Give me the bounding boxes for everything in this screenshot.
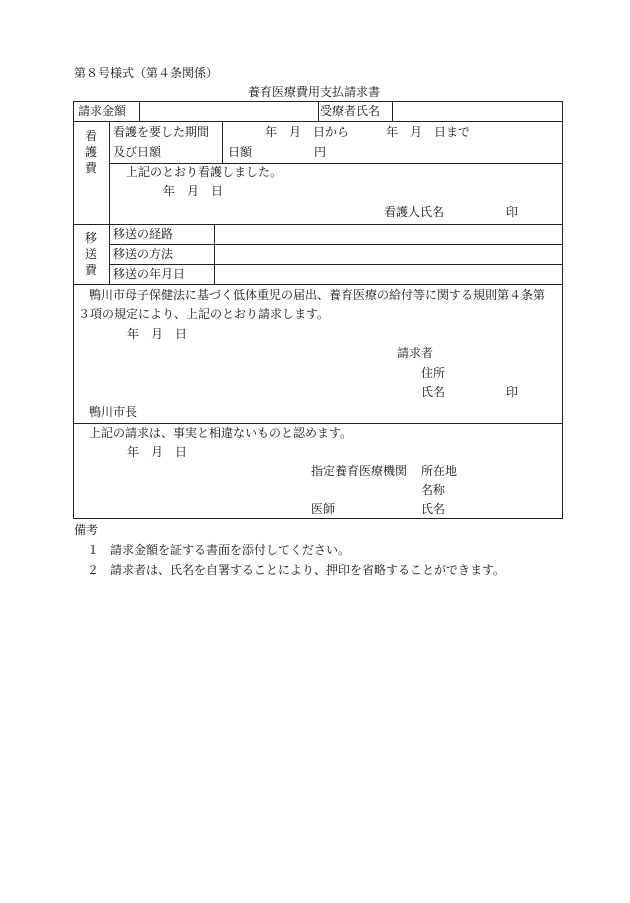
transfer-route-label: 移送の経路 — [113, 227, 174, 241]
transfer-method-label: 移送の方法 — [113, 247, 174, 261]
nursing-daily-label: 及び日額 — [113, 145, 162, 159]
nurse-name-label: 看護人氏名 — [384, 205, 445, 219]
note-1-number: １ — [87, 543, 100, 557]
request-date: 年 月 日 — [127, 327, 188, 341]
requester-label: 請求者 — [397, 346, 434, 360]
nursing-period-to: 年 月 日まで — [386, 125, 471, 139]
nursing-date: 年 月 日 — [163, 184, 224, 198]
doctor-label: 医師 — [311, 502, 336, 516]
nursing-period-from: 年 月 日から — [265, 125, 350, 139]
patient-name-label: 受療者氏名 — [320, 104, 381, 118]
note-2-text: 請求者は、氏名を自署することにより、押印を省略することができます。 — [110, 563, 506, 577]
certification-date: 年 月 日 — [127, 445, 188, 459]
nursing-yen: 円 — [314, 145, 327, 159]
requester-seal: 印 — [506, 385, 519, 399]
nursing-statement: 上記のとおり看護しました。 — [126, 165, 283, 179]
request-text-line1: 鴨川市母子保健法に基づく低体重児の届出、養育医療の給付等に関する規則第４条第 — [89, 288, 546, 302]
note-2-number: ２ — [87, 563, 100, 577]
institution-name-label: 名称 — [421, 483, 446, 497]
nursing-daily-amount-label: 日額 — [228, 145, 253, 159]
institution-location-label: 所在地 — [421, 464, 458, 478]
form-number: 第８号様式（第４条関係） — [74, 66, 219, 80]
form-title: 養育医療費用支払請求書 — [248, 85, 381, 99]
note-1-text: 請求金額を証する書面を添付してください。 — [110, 543, 351, 557]
requester-address-label: 住所 — [421, 366, 446, 380]
addressee: 鴨川市長 — [89, 405, 138, 419]
amount-label: 請求金額 — [78, 104, 127, 118]
certification-text: 上記の請求は、事実と相違ないものと認めます。 — [89, 426, 353, 440]
nurse-seal: 印 — [506, 205, 519, 219]
nursing-period-label: 看護を要した期間 — [113, 125, 210, 139]
doctor-name-label: 氏名 — [421, 502, 446, 516]
request-text-line2: ３項の規定により、上記のとおり請求します。 — [78, 307, 330, 321]
notes-heading: 備考 — [74, 523, 99, 537]
institution-label: 指定養育医療機関 — [311, 464, 408, 478]
nursing-section-label: 看護費 — [84, 129, 97, 175]
transfer-section-label: 移送費 — [84, 231, 97, 277]
transfer-date-label: 移送の年月日 — [113, 267, 186, 281]
requester-name-label: 氏名 — [421, 385, 446, 399]
